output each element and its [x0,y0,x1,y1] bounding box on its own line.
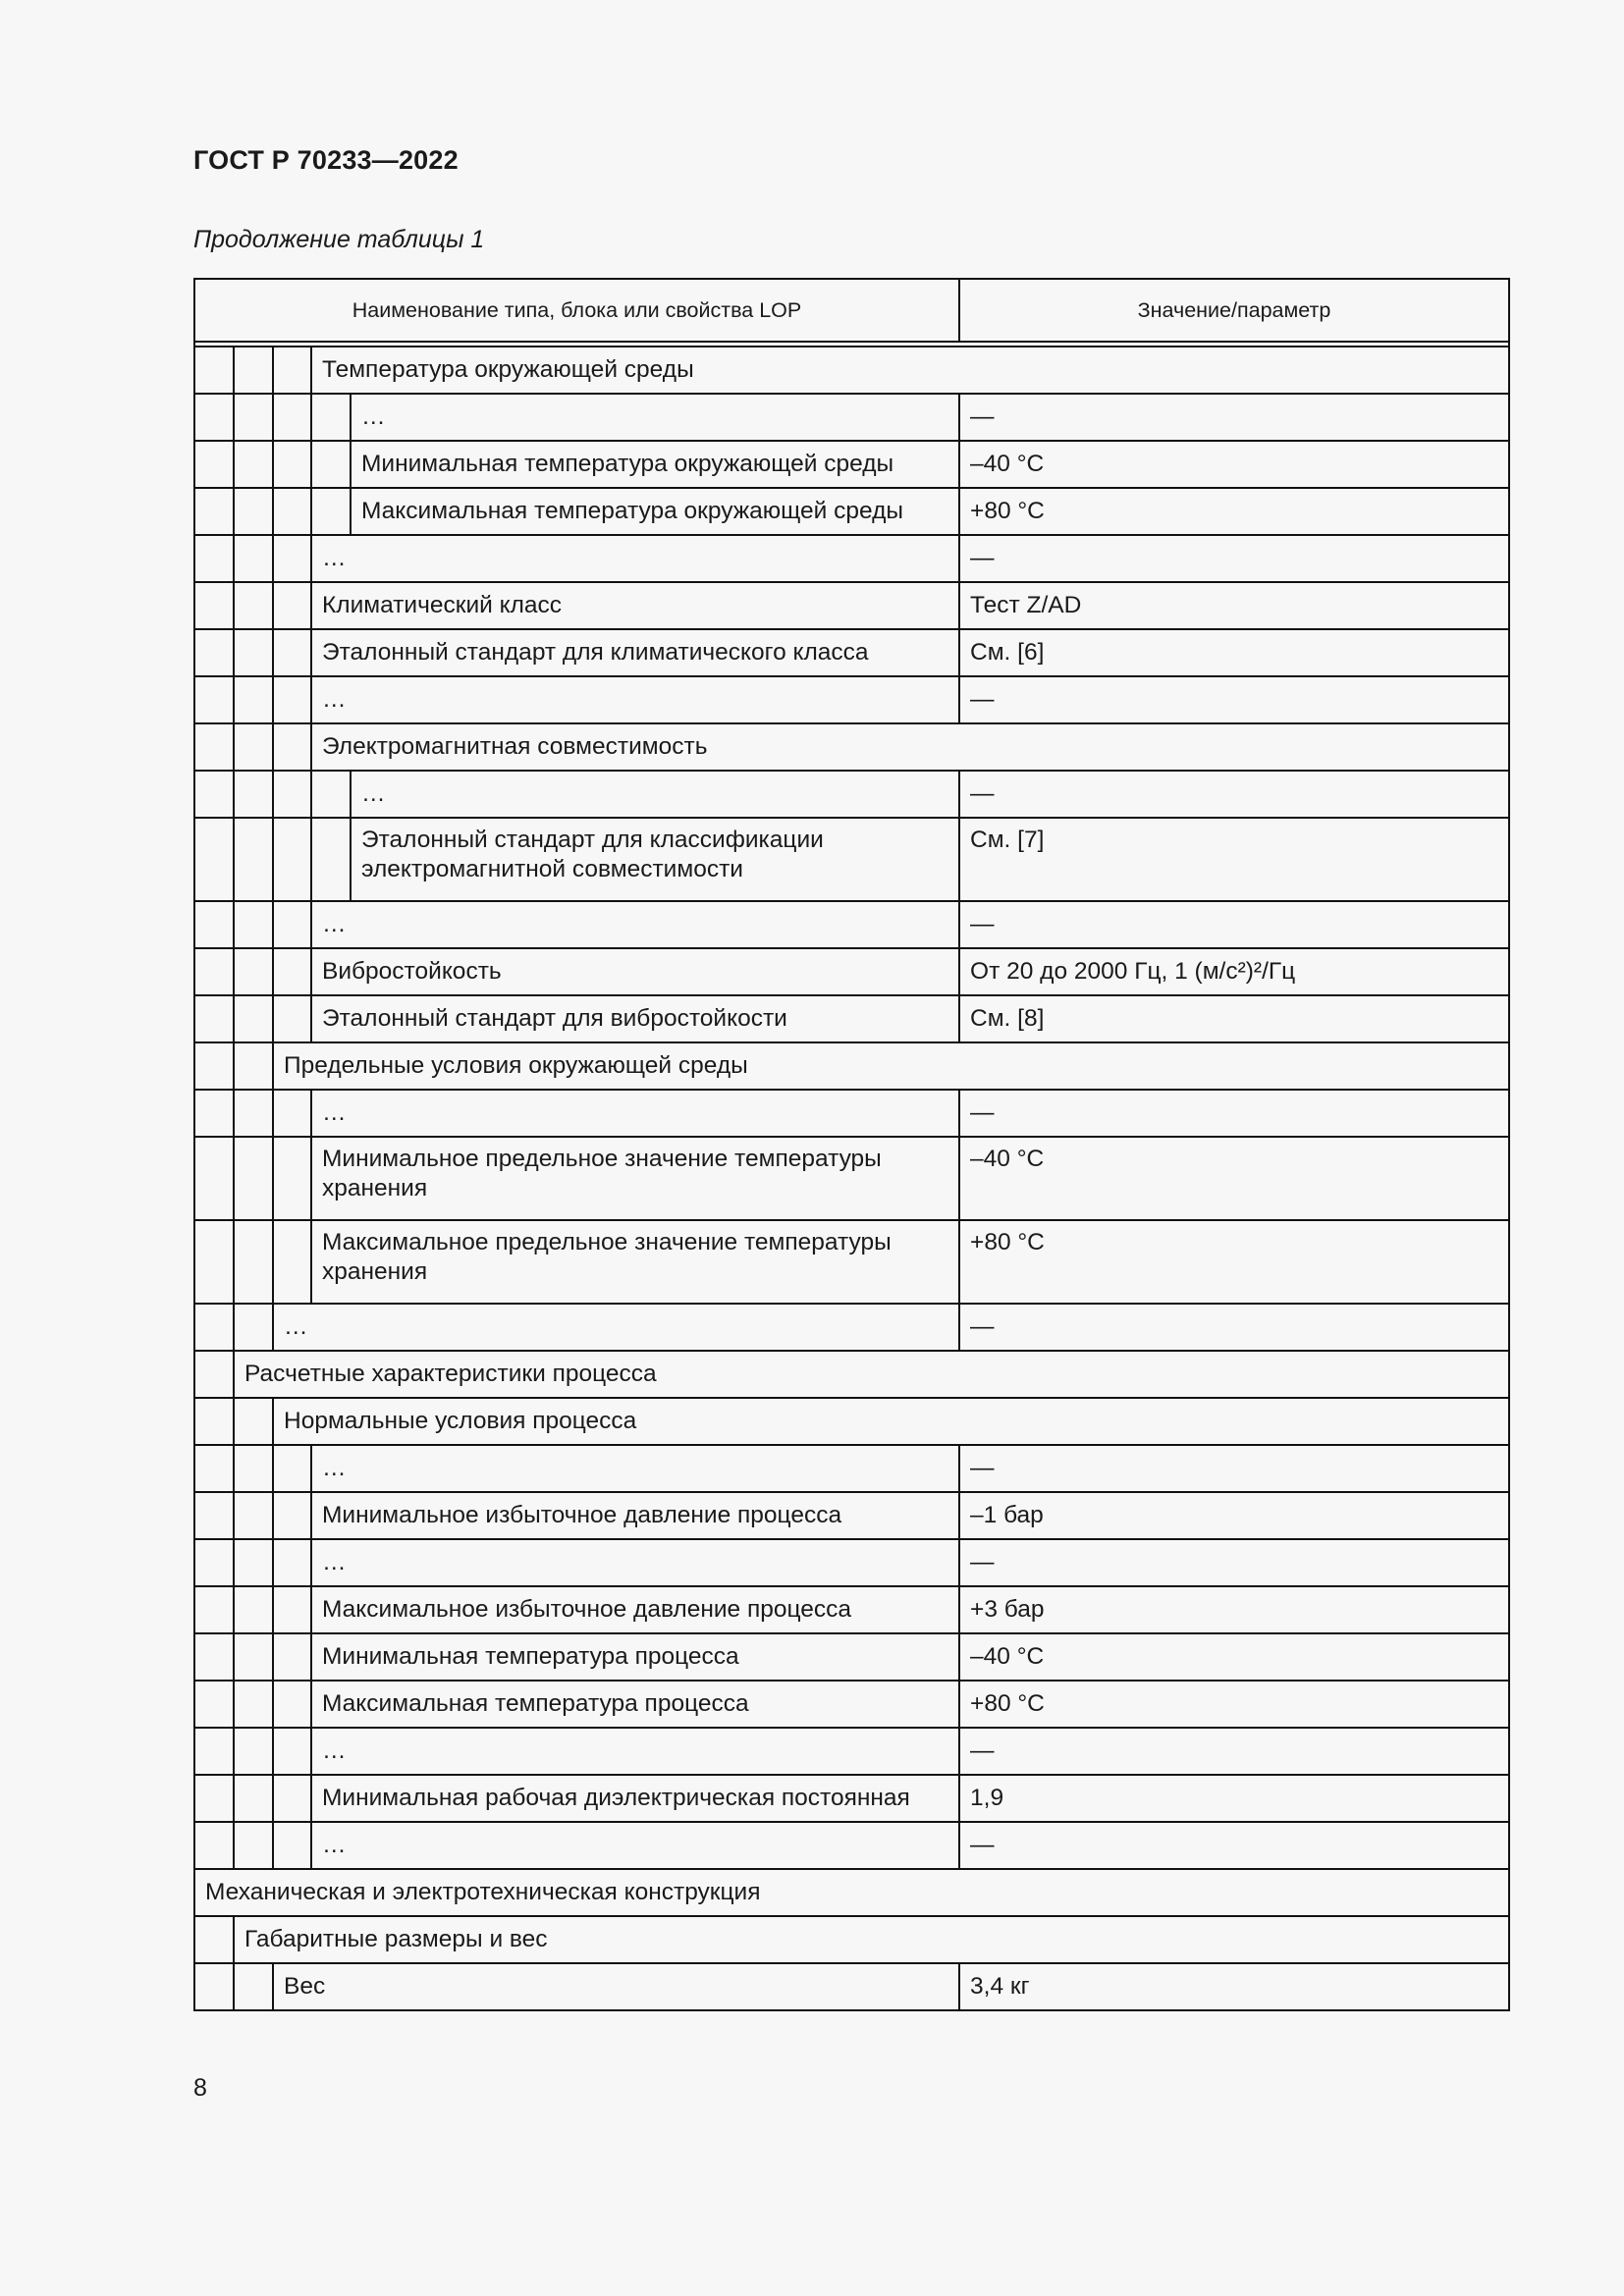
table-row [194,1539,1509,1586]
indent-cell [273,1090,311,1137]
property-value: См. [8] [959,995,1509,1042]
indent-cell [273,1681,311,1728]
indent-cell [234,1137,273,1220]
indent-cell [194,1351,234,1398]
indent-cell [234,582,273,629]
property-name: Предельные условия окружающей среды [273,1042,1509,1090]
indent-cell [194,1220,234,1304]
indent-cell [234,901,273,948]
property-value: +80 °C [959,1681,1509,1728]
indent-cell [194,1304,234,1351]
property-value: — [959,1728,1509,1775]
indent-cell [194,1398,234,1445]
table-row [194,1822,1509,1869]
property-name: … [311,1539,959,1586]
indent-cell [311,394,351,441]
table-row [194,394,1509,441]
property-name: Нормальные условия процесса [273,1398,1509,1445]
indent-cell [273,441,311,488]
indent-cell [273,1492,311,1539]
property-name: Габаритные размеры и вес [234,1916,1509,1963]
property-value: +80 °C [959,488,1509,535]
property-name: Максимальное предельное значение температуры хранения [311,1220,959,1304]
lop-properties-table [193,278,1510,2011]
indent-cell [234,629,273,676]
indent-cell [234,1633,273,1681]
property-name: … [311,1728,959,1775]
indent-cell [234,488,273,535]
indent-cell [194,535,234,582]
indent-cell [234,723,273,771]
table-row [194,1775,1509,1822]
indent-cell [194,948,234,995]
indent-cell [194,1916,234,1963]
table-row [194,1869,1509,1916]
indent-cell [234,1220,273,1304]
indent-cell [194,1090,234,1137]
property-name: Температура окружающей среды [311,347,1509,394]
table-header-row [194,279,1509,342]
property-value: — [959,901,1509,948]
indent-cell [234,1822,273,1869]
indent-cell [311,771,351,818]
property-name: … [311,1090,959,1137]
indent-cell [194,629,234,676]
indent-cell [273,1728,311,1775]
property-name: … [351,771,959,818]
indent-cell [234,535,273,582]
table-row [194,582,1509,629]
indent-cell [194,818,234,901]
table-row [194,1633,1509,1681]
indent-cell [234,1445,273,1492]
table-row [194,347,1509,394]
indent-cell [194,1492,234,1539]
indent-cell [273,1445,311,1492]
indent-cell [234,1728,273,1775]
table-row [194,818,1509,901]
property-name: Эталонный стандарт для вибростойкости [311,995,959,1042]
indent-cell [234,948,273,995]
indent-cell [273,629,311,676]
indent-cell [194,1963,234,2010]
table-row [194,629,1509,676]
property-value: — [959,771,1509,818]
property-name: Климатический класс [311,582,959,629]
property-name: … [311,1822,959,1869]
table-row [194,1681,1509,1728]
indent-cell [194,771,234,818]
indent-cell [273,1137,311,1220]
table-row [194,488,1509,535]
property-name: … [311,901,959,948]
property-value: –40 °C [959,1137,1509,1220]
indent-cell [234,441,273,488]
indent-cell [234,1775,273,1822]
table-row [194,1398,1509,1445]
property-value: –1 бар [959,1492,1509,1539]
indent-cell [234,1492,273,1539]
table-row [194,1042,1509,1090]
indent-cell [273,1220,311,1304]
indent-cell [194,723,234,771]
property-value: –40 °C [959,441,1509,488]
indent-cell [273,771,311,818]
property-value: — [959,1304,1509,1351]
indent-cell [194,394,234,441]
property-value: — [959,1539,1509,1586]
indent-cell [194,901,234,948]
table-row [194,1586,1509,1633]
indent-cell [273,901,311,948]
property-name: Механическая и электротехническая конструкция [194,1869,1509,1916]
column-header-name: Наименование типа, блока или свойства LOP [194,279,959,342]
indent-cell [234,1398,273,1445]
property-value: См. [6] [959,629,1509,676]
indent-cell [194,1445,234,1492]
property-name: … [273,1304,959,1351]
indent-cell [273,1633,311,1681]
property-value: — [959,535,1509,582]
property-name: Минимальное предельное значение температуры хранения [311,1137,959,1220]
indent-cell [234,1963,273,2010]
table-row [194,948,1509,995]
indent-cell [273,723,311,771]
indent-cell [273,347,311,394]
property-name: … [311,1445,959,1492]
property-value: +80 °C [959,1220,1509,1304]
indent-cell [234,394,273,441]
property-name: Вибростойкость [311,948,959,995]
property-value: 1,9 [959,1775,1509,1822]
table-row [194,1916,1509,1963]
property-value: +3 бар [959,1586,1509,1633]
table-row [194,1090,1509,1137]
indent-cell [234,818,273,901]
property-name: Расчетные характеристики процесса [234,1351,1509,1398]
indent-cell [194,582,234,629]
indent-cell [194,1042,234,1090]
indent-cell [234,771,273,818]
indent-cell [273,995,311,1042]
indent-cell [311,441,351,488]
property-value: От 20 до 2000 Гц, 1 (м/с²)²/Гц [959,948,1509,995]
property-value: См. [7] [959,818,1509,901]
property-name: Эталонный стандарт для классификации электромагнитной совместимости [351,818,959,901]
table-row [194,995,1509,1042]
indent-cell [194,995,234,1042]
table-row [194,771,1509,818]
table-row [194,1351,1509,1398]
indent-cell [273,948,311,995]
property-name: Минимальная рабочая диэлектрическая постоянная [311,1775,959,1822]
property-name: … [311,676,959,723]
table-row [194,1304,1509,1351]
indent-cell [194,1681,234,1728]
property-name: Минимальная температура процесса [311,1633,959,1681]
indent-cell [273,818,311,901]
indent-cell [273,488,311,535]
indent-cell [234,1090,273,1137]
indent-cell [194,1728,234,1775]
indent-cell [194,488,234,535]
table-caption: Продолжение таблицы 1 [193,226,485,253]
property-value: — [959,1822,1509,1869]
property-name: … [351,394,959,441]
property-name: Минимальная температура окружающей среды [351,441,959,488]
table-row [194,901,1509,948]
property-name: Эталонный стандарт для климатического класса [311,629,959,676]
property-name: Максимальное избыточное давление процесса [311,1586,959,1633]
property-name: … [311,535,959,582]
indent-cell [273,394,311,441]
indent-cell [273,676,311,723]
table-row [194,1137,1509,1220]
property-value: — [959,676,1509,723]
indent-cell [194,347,234,394]
indent-cell [234,1586,273,1633]
indent-cell [311,818,351,901]
indent-cell [311,488,351,535]
property-name: Вес [273,1963,959,2010]
table-row [194,1220,1509,1304]
indent-cell [273,1822,311,1869]
property-value: 3,4 кг [959,1963,1509,2010]
table-row [194,1963,1509,2010]
indent-cell [234,1539,273,1586]
document-title: ГОСТ Р 70233—2022 [193,145,459,175]
indent-cell [273,582,311,629]
property-name: Максимальная температура процесса [311,1681,959,1728]
indent-cell [194,1586,234,1633]
indent-cell [194,1539,234,1586]
property-name: Минимальное избыточное давление процесса [311,1492,959,1539]
indent-cell [234,1681,273,1728]
table-row [194,535,1509,582]
indent-cell [273,535,311,582]
table-row [194,1728,1509,1775]
table-row [194,1492,1509,1539]
column-header-value: Значение/параметр [959,279,1509,342]
property-value: — [959,394,1509,441]
table-row [194,1445,1509,1492]
indent-cell [234,1042,273,1090]
indent-cell [194,676,234,723]
table-row [194,723,1509,771]
table-body [194,279,1509,2010]
indent-cell [273,1539,311,1586]
property-value: — [959,1445,1509,1492]
property-value: — [959,1090,1509,1137]
indent-cell [194,1137,234,1220]
indent-cell [234,347,273,394]
indent-cell [273,1775,311,1822]
indent-cell [194,1633,234,1681]
indent-cell [234,995,273,1042]
table-row [194,441,1509,488]
page-number: 8 [193,2074,207,2102]
indent-cell [234,676,273,723]
indent-cell [194,441,234,488]
property-value: Тест Z/AD [959,582,1509,629]
indent-cell [194,1822,234,1869]
property-name: Максимальная температура окружающей среды [351,488,959,535]
indent-cell [194,1775,234,1822]
indent-cell [234,1304,273,1351]
indent-cell [273,1586,311,1633]
table-row [194,676,1509,723]
property-name: Электромагнитная совместимость [311,723,1509,771]
property-value: –40 °C [959,1633,1509,1681]
